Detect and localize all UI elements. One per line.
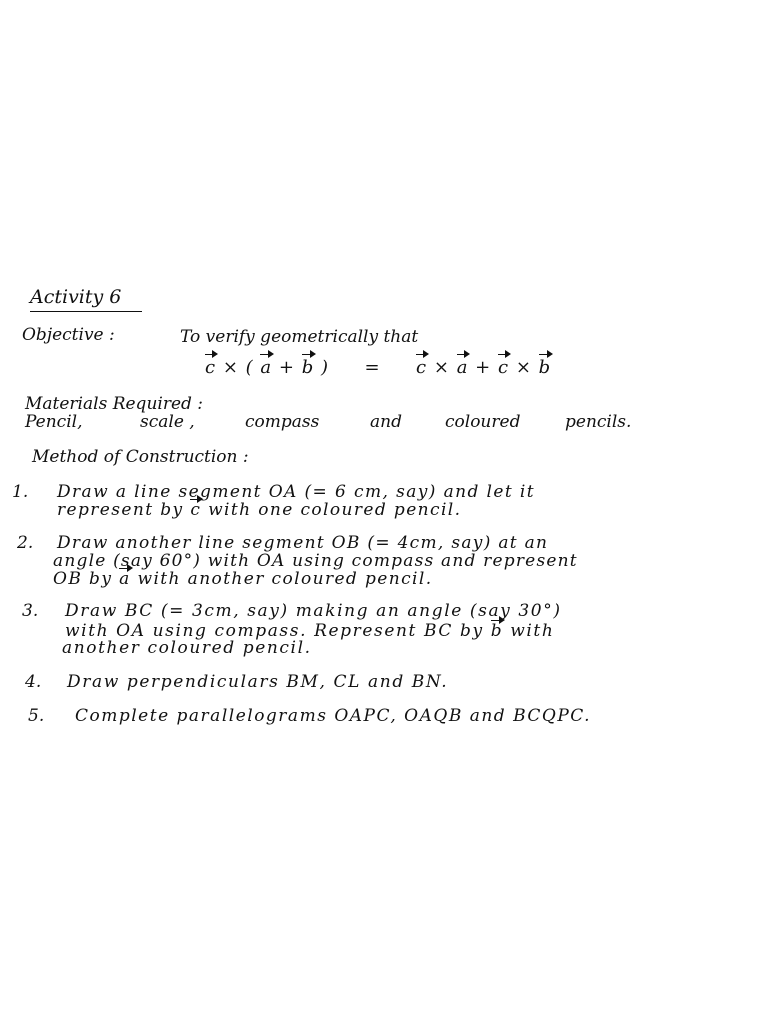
activity-title: Activity 6 <box>30 286 122 308</box>
step-number: 3. <box>22 601 39 621</box>
vector-c: c <box>205 357 217 378</box>
cross-operator: × <box>433 357 450 378</box>
step-text-part: represent by <box>57 500 184 520</box>
cross-operator: × <box>222 357 239 378</box>
vector-c: c <box>498 357 510 378</box>
step-text: angle (say 60°) with OA using compass and represent <box>53 551 578 571</box>
plus-operator: + <box>278 357 295 378</box>
step-number: 2. <box>17 533 34 553</box>
step-text-part: with OA using compass. Represent BC by <box>65 621 484 641</box>
vector-c: c <box>190 500 202 520</box>
vector-a: a <box>456 357 469 378</box>
vector-a: a <box>260 357 273 378</box>
materials-label: Materials Required : <box>25 394 204 414</box>
material-item: compass <box>245 412 320 432</box>
step-text-part: with another coloured pencil. <box>137 569 433 589</box>
vector-b: b <box>538 357 552 378</box>
material-item: coloured <box>445 412 521 432</box>
plus-operator: + <box>475 357 492 378</box>
equals-sign: = <box>364 357 381 378</box>
step-text: Draw BC (= 3cm, say) making an angle (say 30°) <box>65 601 562 621</box>
objective-label: Objective : <box>22 325 115 345</box>
step-text-part: OB by <box>53 569 113 589</box>
open-paren: ( <box>245 357 254 378</box>
step-number: 5. <box>28 706 45 726</box>
material-item: Pencil, <box>25 412 83 432</box>
method-label: Method of Construction : <box>32 447 249 467</box>
step-text: Complete parallelograms OAPC, OAQB and BCQPC. <box>75 706 592 726</box>
step-text <box>53 571 433 588</box>
vector-b: b <box>301 357 315 378</box>
material-item: and <box>370 412 402 432</box>
step-number: 1. <box>12 482 29 502</box>
material-item: scale , <box>140 412 195 432</box>
step-text: another coloured pencil. <box>62 638 312 658</box>
objective-equation <box>205 357 551 378</box>
step-text-part: with one coloured pencil. <box>208 500 462 520</box>
close-paren: ) <box>320 357 330 378</box>
step-text: Draw perpendiculars BM, CL and BN. <box>67 672 449 692</box>
step-number: 4. <box>25 672 42 692</box>
objective-text: To verify geometrically that <box>180 327 419 347</box>
step-text <box>57 502 461 519</box>
cross-operator: × <box>515 357 532 378</box>
step-text-part: with <box>510 621 555 641</box>
step-text: Draw a line segment OA (= 6 cm, say) and let it <box>57 482 535 502</box>
title-underline <box>30 311 142 312</box>
vector-b: b <box>490 621 504 641</box>
material-item: pencils. <box>565 412 632 432</box>
vector-c: c <box>416 357 428 378</box>
step-text: Draw another line segment OB (= 4cm, say) at an <box>57 533 549 553</box>
vector-a: a <box>119 569 131 589</box>
